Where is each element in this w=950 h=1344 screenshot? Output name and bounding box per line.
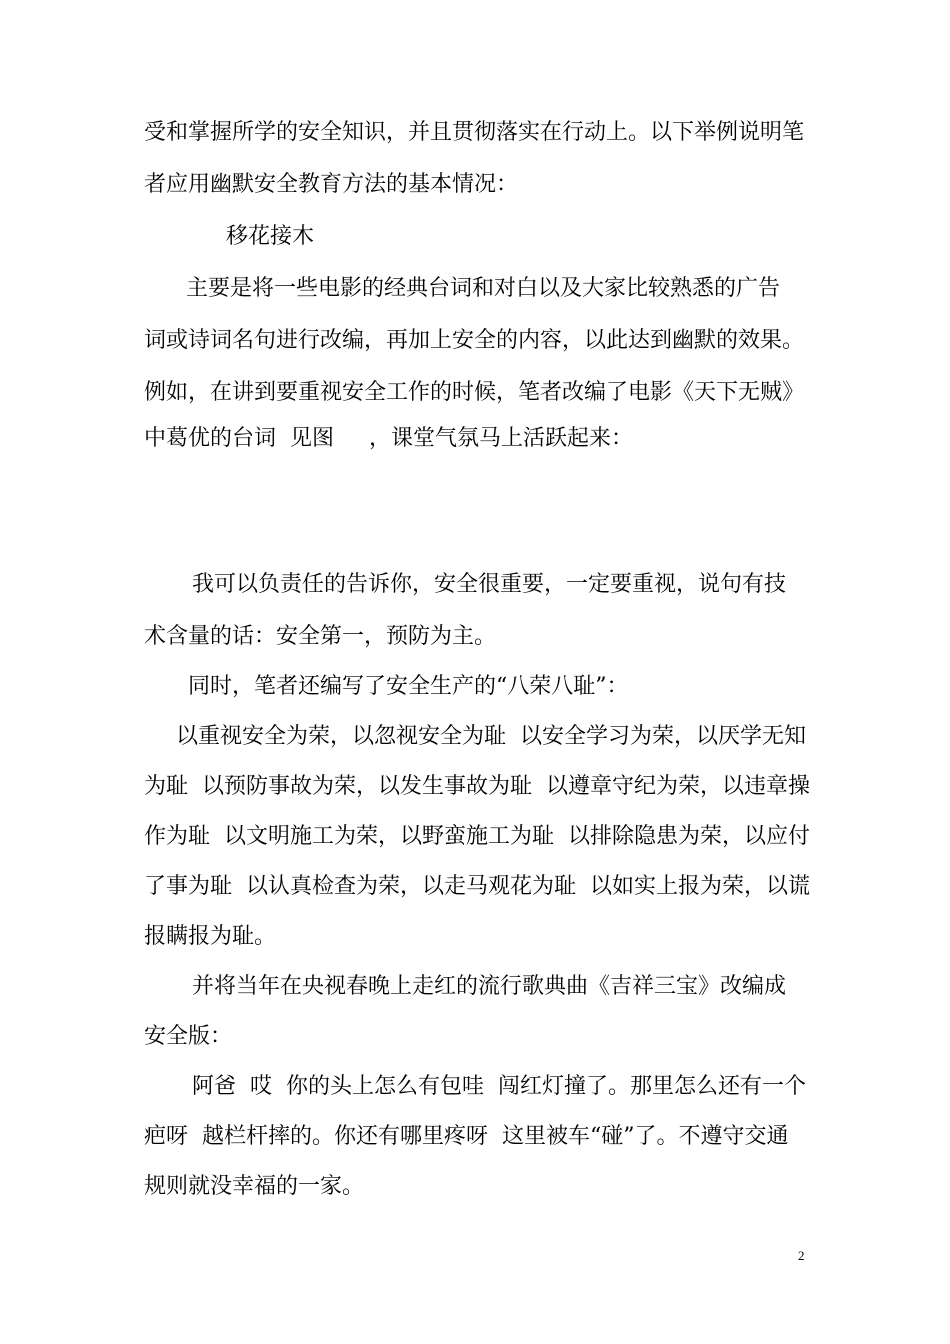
- text-line: 报瞒报为耻。: [144, 924, 277, 949]
- text-line: 安全版：: [144, 1024, 233, 1049]
- lyric-line: 阿爸 哎 你的头上怎么有包哇 闯红灯撞了。那里怎么还有一个: [192, 1074, 806, 1099]
- text-line: 同时，笔者还编写了安全生产的“八荣八耻”：: [188, 674, 629, 699]
- text-line: 主要是将一些电影的经典台词和对白以及大家比较熟悉的广告: [186, 276, 781, 301]
- text-line: 受和掌握所学的安全知识，并且贯彻落实在行动上。以下举例说明笔: [144, 120, 805, 145]
- lyric-line: 规则就没幸福的一家。: [144, 1174, 365, 1199]
- text-line: 中葛优的台词 见图 ，课堂气氛马上活跃起来：: [144, 426, 633, 451]
- text-line: 为耻 以预防事故为荣，以发生事故为耻 以遵章守纪为荣，以违章操: [144, 774, 810, 799]
- text-line: 并将当年在央视春晚上走红的流行歌典曲《吉祥三宝》改编成: [192, 974, 787, 999]
- text-line: 例如，在讲到要重视安全工作的时候，笔者改编了电影《天下无贼》: [144, 380, 805, 405]
- text-line: 以重视安全为荣，以忽视安全为耻 以安全学习为荣，以厌学无知: [176, 724, 806, 749]
- section-heading: 移花接木: [226, 224, 315, 249]
- text-line: 者应用幽默安全教育方法的基本情况：: [144, 172, 519, 197]
- text-line: 了事为耻 以认真检查为荣，以走马观花为耻 以如实上报为荣，以谎: [144, 874, 810, 899]
- quote-line: 术含量的话：安全第一，预防为主。: [144, 624, 497, 649]
- lyric-line: 疤呀 越栏杆摔的。你还有哪里疼呀 这里被车“碰”了。不遵守交通: [144, 1124, 789, 1149]
- text-line: 作为耻 以文明施工为荣，以野蛮施工为耻 以排除隐患为荣，以应付: [144, 824, 810, 849]
- page-number: 2: [798, 1248, 805, 1263]
- quote-line: 我可以负责任的告诉你，安全很重要，一定要重视，说句有技: [192, 572, 787, 597]
- text-line: 词或诗词名句进行改编，再加上安全的内容，以此达到幽默的效果。: [144, 328, 805, 353]
